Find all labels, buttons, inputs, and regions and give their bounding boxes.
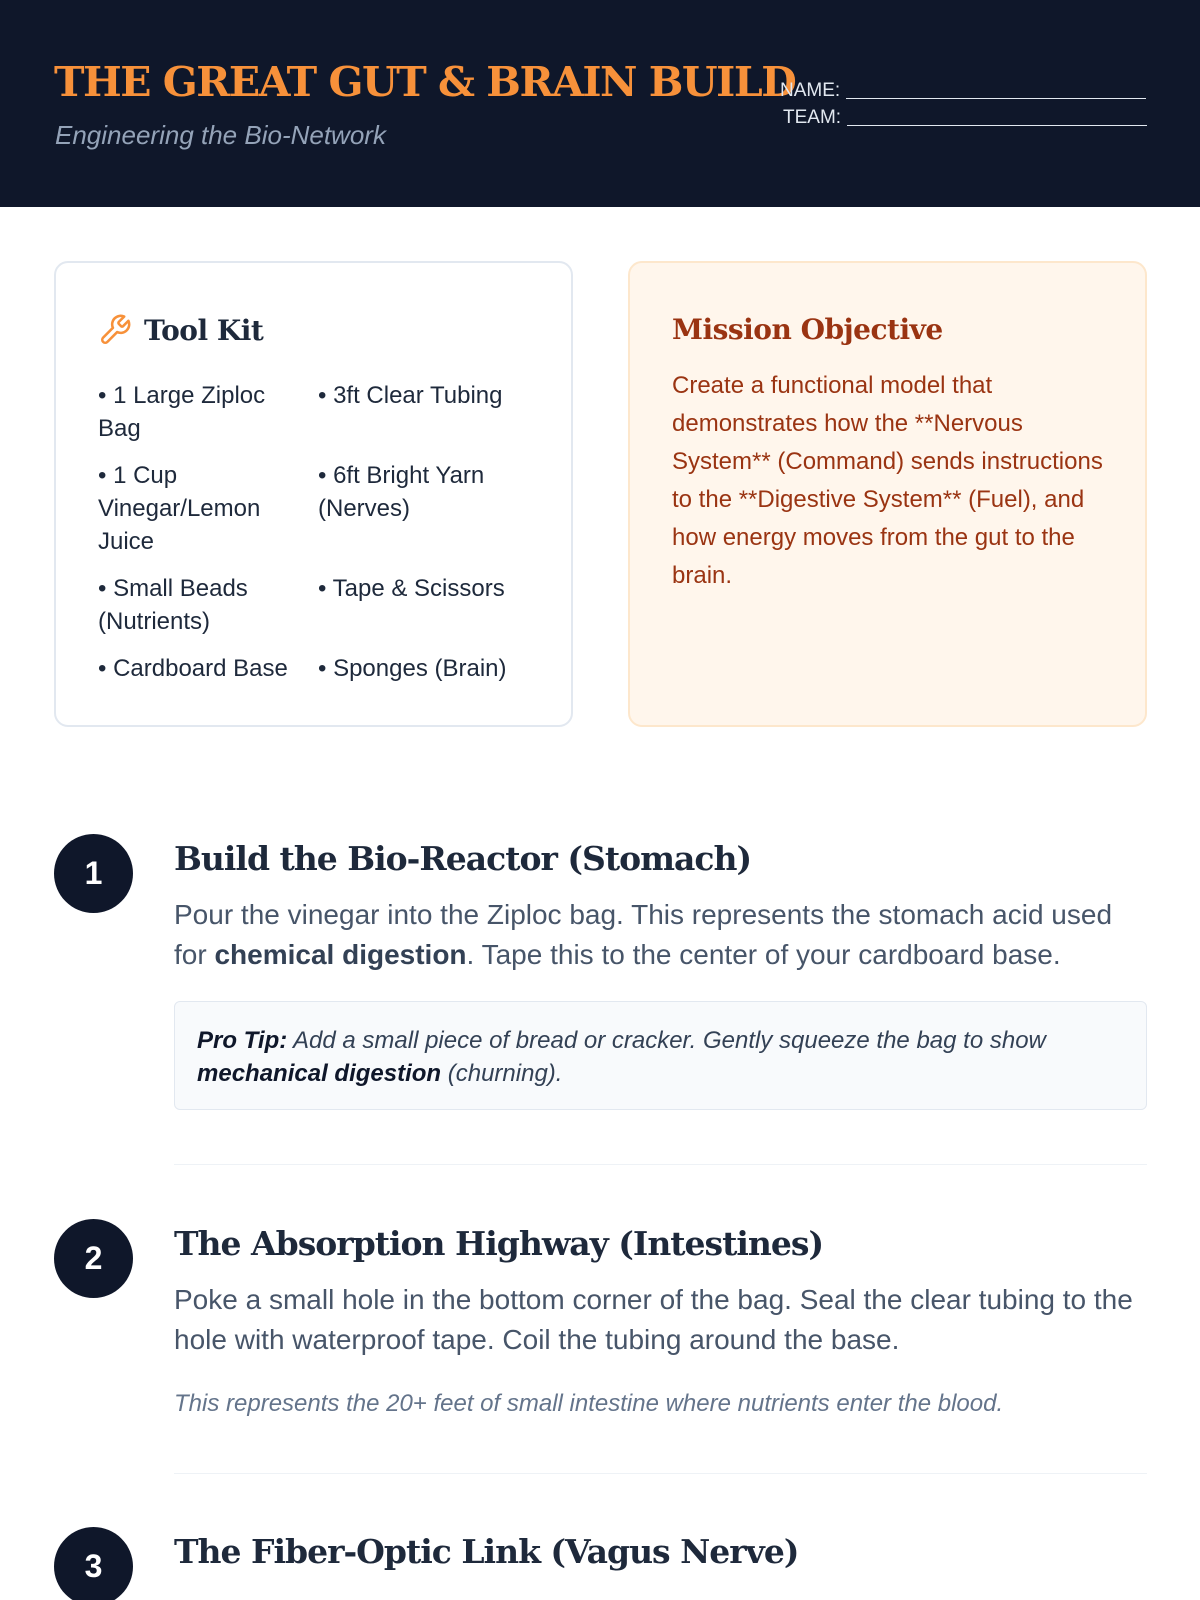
toolkit-item: • 6ft Bright Yarn (Nerves) [318,462,485,522]
toolkit-item: • Sponges (Brain) [318,655,507,682]
step-description [174,895,1149,975]
toolkit-item: • 1 Large Ziploc Bag [98,382,266,442]
step-number-badge: 2 [54,1219,133,1298]
toolkit-column-right [318,379,518,699]
step-title: The Absorption Highway (Intestines) [174,1224,824,1263]
name-label: NAME: [780,80,841,101]
toolkit-card [54,261,573,727]
step-text-part: Pour the vinegar into the Ziploc bag. This represents the stomach acid used for [174,899,1113,970]
pro-tip-part: (churning). [441,1060,563,1087]
toolkit-item: • 3ft Clear Tubing [318,382,503,409]
step-divider [174,1473,1147,1474]
pro-tip-text [197,1024,1117,1090]
toolkit-header [98,313,263,347]
toolkit-item: • 1 Cup Vinegar/Lemon Juice [98,462,261,555]
toolkit-title: Tool Kit [144,313,264,347]
step-text-part: . Tape this to the center of your cardboard base. [466,939,1061,970]
team-blank-line[interactable] [847,107,1147,126]
mission-card [628,261,1147,727]
step-description: Poke a small hole in the bottom corner of the bag. Seal the clear tubing to the hole with waterproof tape. Coil the tubing around the base. [174,1284,1133,1355]
pro-tip-part: Add a small piece of bread or cracker. Gently squeeze the bag to show [287,1027,1046,1054]
toolkit-column-left [98,379,298,699]
step-title: Build the Bio-Reactor (Stomach) [174,839,752,878]
mission-title: Mission Objective [672,313,943,346]
step-note: This represents the 20+ feet of small intestine where nutrients enter the blood. [174,1390,1004,1417]
step-text-emphasis: chemical digestion [214,939,467,970]
page-header [0,0,1200,207]
step-divider [174,1164,1147,1165]
toolkit-item: • Tape & Scissors [318,575,505,602]
toolkit-item: • Small Beads (Nutrients) [98,575,248,635]
page-subtitle: Engineering the Bio-Network [55,120,386,150]
team-label: TEAM: [783,107,842,128]
step-number-badge: 3 [54,1527,133,1600]
step-number-badge: 1 [54,834,133,913]
name-field[interactable] [780,80,1146,102]
name-blank-line[interactable] [846,80,1146,99]
mission-text: Create a functional model that demonstrates how the **Nervous System** (Command) sends instructions to the **Digestive System** (Fuel), and how energy moves from the gut to the brain. [672,372,1103,589]
page-title: THE GREAT GUT & BRAIN BUILD [54,58,796,106]
step-title: The Fiber-Optic Link (Vagus Nerve) [174,1532,799,1571]
team-field[interactable] [783,107,1147,129]
wrench-icon [98,313,132,347]
pro-tip-box [174,1001,1147,1110]
pro-tip-emphasis: mechanical digestion [197,1060,442,1087]
pro-tip-label: Pro Tip: [197,1027,288,1054]
toolkit-item: • Cardboard Base [98,655,288,682]
